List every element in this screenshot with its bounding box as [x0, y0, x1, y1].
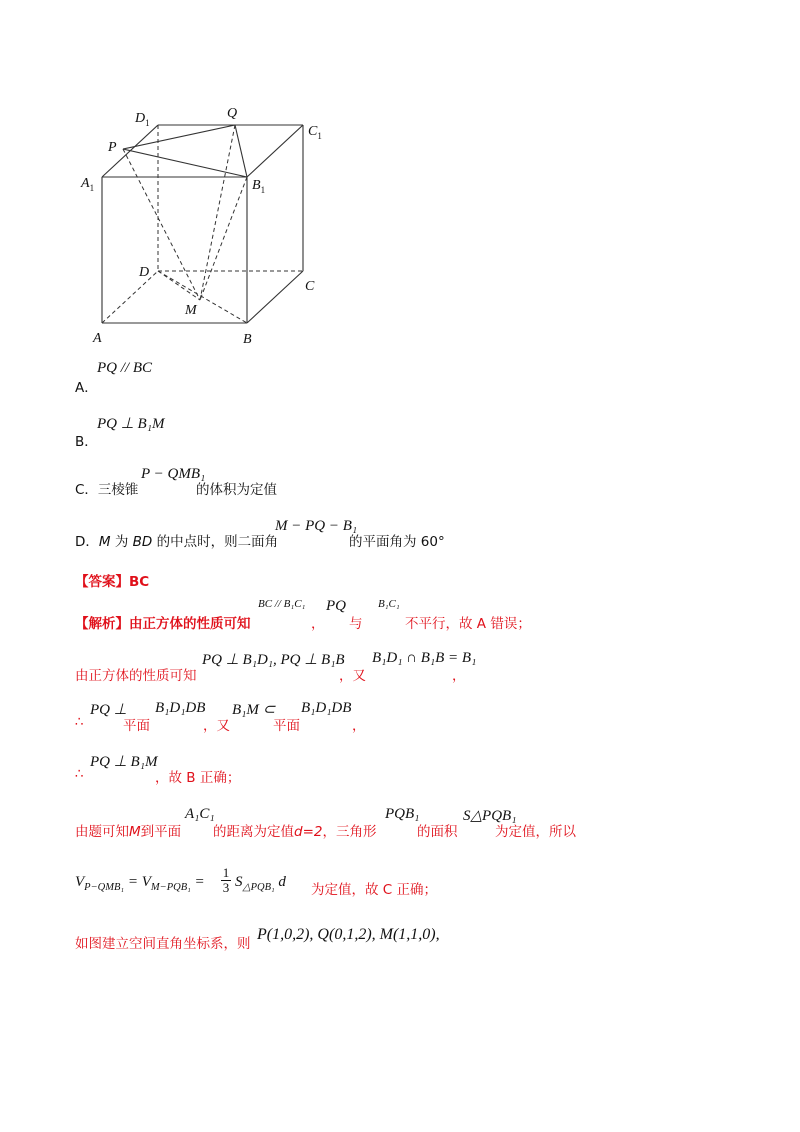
analysis-l1-m3: B₁C₁ — [378, 598, 400, 610]
cube-figure — [75, 95, 335, 350]
analysis-l4-t1: ∴ — [75, 766, 84, 782]
analysis-line-7 — [75, 918, 495, 952]
analysis-line-2 — [75, 650, 495, 684]
analysis-l3-t4: 平面 — [273, 718, 300, 734]
option-c-label: C．三棱锥 — [75, 482, 139, 498]
analysis-l4-m1: PQ ⊥ B₁M — [90, 754, 158, 770]
analysis-l2-t3: ， — [452, 668, 466, 684]
analysis-l3-m4: B₁D₁DB — [301, 700, 352, 716]
segment-dm — [158, 271, 200, 300]
analysis-l5-t1: 由题可知M到平面 — [75, 824, 182, 840]
analysis-l7-m1: P(1,0,2), Q(0,1,2), M(1,1,0), — [257, 926, 440, 943]
analysis-l7-t1: 如图建立空间直角坐标系，则 — [75, 936, 251, 952]
analysis-l2-m1: PQ ⊥ B₁D₁, PQ ⊥ B₁B — [202, 652, 345, 668]
analysis-head: 【解析】由正方体的性质可知 — [75, 616, 251, 632]
analysis-l3-t2: 平面 — [123, 718, 150, 734]
segment-db — [158, 271, 247, 323]
analysis-l5-m2: PQB₁ — [385, 806, 420, 822]
label-b1: $B_1$ — [252, 178, 266, 195]
segment-b1m — [200, 177, 247, 300]
analysis-l2-m2: B₁D₁ ∩ B₁B = B₁ — [372, 650, 477, 666]
segment-qm — [200, 125, 235, 300]
analysis-l1-t3: 不平行，故 A 错误； — [405, 616, 531, 632]
analysis-l3-m3: B₁M ⊂ — [232, 702, 276, 718]
label-d1: $D_1$ — [135, 111, 150, 128]
option-b-math: PQ ⊥ B₁M — [97, 416, 165, 432]
analysis-l3-t5: ， — [352, 718, 366, 734]
analysis-l5-t2: 的距离为定值d=2，三角形 — [213, 824, 377, 840]
analysis-l5-t4: 为定值，所以 — [495, 824, 576, 840]
analysis-l4-t2: ，故 B 正确； — [155, 770, 241, 786]
option-d-prefix: D．M 为 BD 的中点时，则二面角 — [75, 534, 279, 550]
analysis-line-6 — [75, 865, 438, 906]
analysis-line-1 — [75, 598, 555, 632]
segment-pb1 — [123, 149, 247, 177]
option-c[interactable] — [75, 466, 375, 500]
segment-pm — [123, 149, 200, 300]
answer-line: 【答案】BC — [75, 574, 150, 590]
option-a[interactable] — [75, 360, 275, 396]
analysis-l1-m1: BC // B₁C₁ — [258, 598, 306, 610]
label-q: Q — [227, 106, 238, 121]
analysis-l3-m2: B₁D₁DB — [155, 700, 206, 716]
analysis-l1-t2: 与 — [349, 616, 363, 632]
label-p: P — [108, 140, 117, 155]
option-a-math: PQ // BC — [97, 360, 152, 376]
segment-pq — [123, 125, 235, 149]
segment-qb1 — [235, 125, 247, 177]
analysis-l3-t1: ∴ — [75, 714, 84, 730]
label-c: C — [305, 279, 315, 294]
label-m: M — [185, 303, 197, 318]
analysis-line-5 — [75, 806, 595, 842]
analysis-l2-t2: ，又 — [339, 668, 366, 684]
analysis-l6-area: $S_{\triangle PQB_1}$ d — [235, 874, 286, 893]
option-b-label: B． — [75, 434, 98, 450]
analysis-l5-m3: S△PQB₁ — [463, 808, 517, 824]
edge-ad — [102, 271, 158, 323]
option-d-after: 的平面角为 60° — [349, 534, 445, 550]
option-d-math: M − PQ − B₁ — [275, 518, 358, 534]
option-a-label: A． — [75, 380, 98, 396]
option-d[interactable] — [75, 518, 495, 552]
analysis-l6-formula: $V_{P-QMB_1} = V_{M-PQB_1}$ = — [75, 874, 205, 893]
analysis-l1-t1: ， — [311, 616, 325, 632]
edge-bc — [247, 271, 303, 323]
label-a1: $A_1$ — [81, 176, 95, 193]
edge-b1c1 — [247, 125, 303, 177]
analysis-l5-m1: A₁C₁ — [185, 806, 215, 822]
analysis-l3-t3: ，又 — [203, 718, 230, 734]
analysis-l6-t1: 为定值，故 C 正确； — [311, 882, 438, 898]
analysis-l2-t1: 由正方体的性质可知 — [75, 668, 197, 684]
option-c-after: 的体积为定值 — [196, 482, 277, 498]
label-d: D — [139, 265, 150, 280]
analysis-line-3 — [75, 700, 495, 734]
analysis-l6-fraction: 1 3 — [222, 865, 230, 895]
label-b: B — [243, 332, 252, 347]
option-b[interactable] — [75, 414, 275, 450]
analysis-l5-t3: 的面积 — [417, 824, 458, 840]
label-a: A — [93, 331, 102, 346]
option-c-math: P − QMB₁ — [141, 466, 206, 482]
analysis-line-4 — [75, 752, 375, 786]
label-c1: $C_1$ — [308, 124, 322, 141]
analysis-l1-m2: PQ — [326, 598, 346, 614]
analysis-l3-m1: PQ ⊥ — [90, 702, 127, 718]
